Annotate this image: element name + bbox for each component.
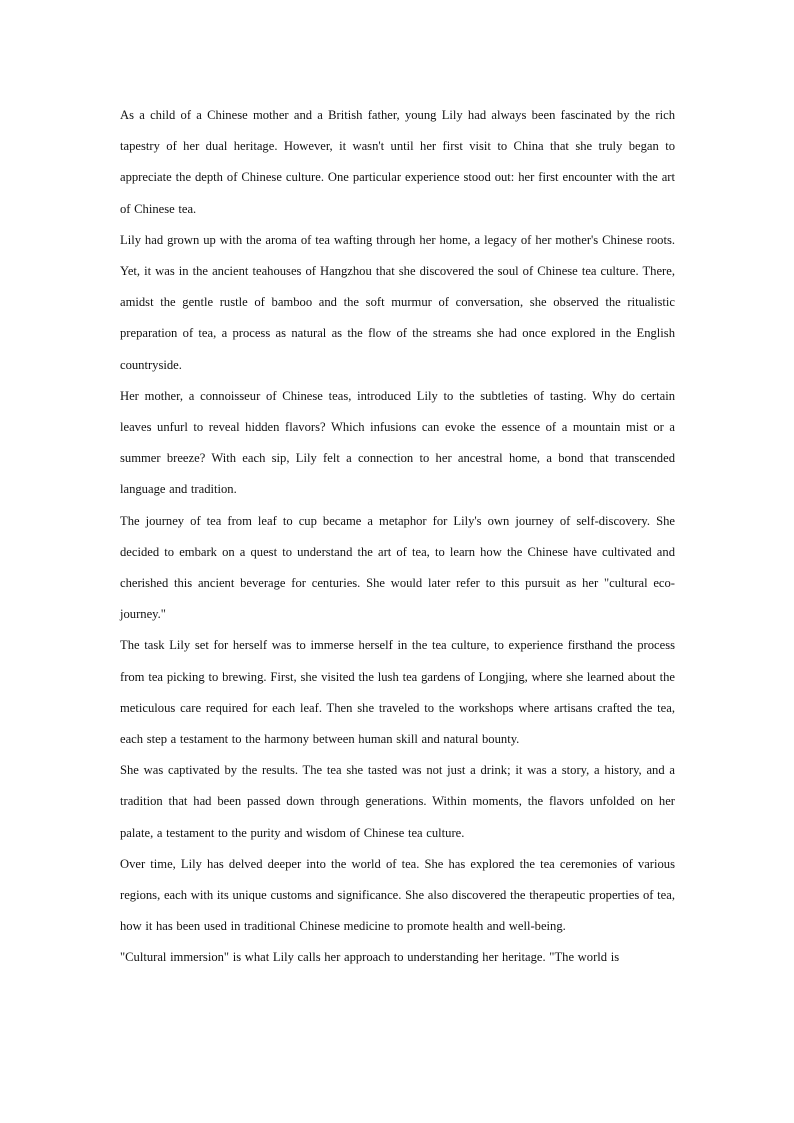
- paragraph-5: The task Lily set for herself was to immerse herself in the tea culture, to experience firsthand the process from tea picking to brewing. First, she visited the lush tea gardens of Longjing, where she learned about the meticulous care required for each leaf. Then she traveled to the workshops where artisans crafted the tea, each step a testament to the harmony between human skill and natural bounty.: [120, 638, 675, 747]
- paragraph-8: "Cultural immersion" is what Lily calls her approach to understanding her heritage. "The world is: [120, 950, 620, 965]
- paragraph-7: Over time, Lily has delved deeper into the world of tea. She has explored the tea ceremonies of various regions, each with its unique customs and significance. She also discovered the therapeutic properties of tea, how it has been used in traditional Chinese medicine to promote health and well-being.: [120, 856, 675, 934]
- body-text: [120, 100, 675, 974]
- paragraph-2: Lily had grown up with the aroma of tea wafting through her home, a legacy of her mother's Chinese roots. Yet, it was in the ancient teahouses of Hangzhou that she discovered the soul of Chinese tea culture. There, amidst the gentle rustle of bamboo and the soft murmur of conversation, she observed the ritualistic preparation of tea, a process as natural as the flow of the streams she had once explored in the English countryside.: [120, 232, 675, 372]
- paragraph-4: The journey of tea from leaf to cup became a metaphor for Lily's own journey of self-discovery. She decided to embark on a quest to understand the art of tea, to learn how the Chinese have cultivated and cherished this ancient beverage for centuries. She would later refer to this pursuit as her "cultural eco-journey.": [120, 513, 675, 622]
- paragraph-3: Her mother, a connoisseur of Chinese teas, introduced Lily to the subtleties of tasting. Why do certain leaves unfurl to reveal hidden flavors? Which infusions can evoke the essence of a mountain mist or a summer breeze? With each sip, Lily felt a connection to her ancestral home, a bond that transcended language and tradition.: [120, 388, 675, 497]
- paragraph-1: As a child of a Chinese mother and a British father, young Lily had always been fascinated by the rich tapestry of her dual heritage. However, it wasn't until her first visit to China that she truly began to appreciate the depth of Chinese culture. One particular experience stood out: her first encounter with the art of Chinese tea.: [120, 108, 675, 216]
- paragraph-6: She was captivated by the results. The tea she tasted was not just a drink; it was a story, a history, and a tradition that had been passed down through generations. Within moments, the flavors unfolded on her palate, a testament to the purity and wisdom of Chinese tea culture.: [120, 763, 675, 840]
